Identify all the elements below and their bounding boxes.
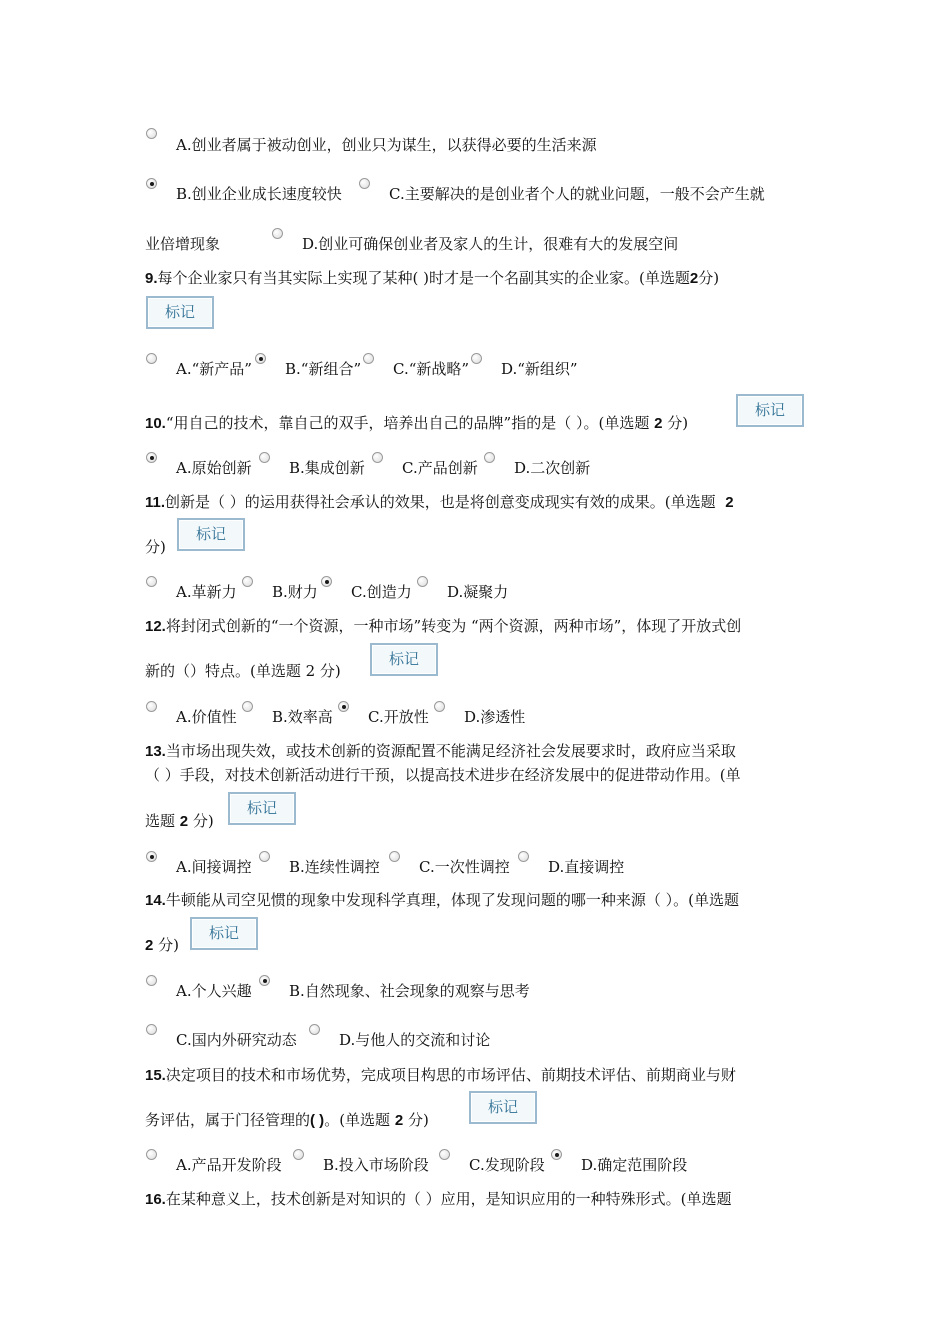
q11-radio-a[interactable] bbox=[146, 576, 157, 587]
q10-option-a: A.原始创新 bbox=[176, 459, 252, 477]
q14-text: 14.牛顿能从司空见惯的现象中发现科学真理，体现了发现问题的哪一种来源（ ）。(单选题 bbox=[145, 891, 739, 909]
q15-radio-c[interactable] bbox=[439, 1149, 450, 1160]
q13-text-line3: 选题 2 分) bbox=[145, 812, 214, 830]
q11-mark-button[interactable]: 标记 bbox=[177, 518, 245, 551]
q14-radio-b[interactable] bbox=[259, 975, 270, 986]
q10-text: 10.“用自己的技术，靠自己的双手，培养出自己的品牌”指的是（ ）。(单选题 2 分) bbox=[145, 414, 689, 432]
q8-option-a: A.创业者属于被动创业，创业只为谋生，以获得必要的生活来源 bbox=[176, 136, 597, 154]
q10-option-d: D.二次创新 bbox=[514, 459, 591, 477]
q12-text: 12.将封闭式创新的“一个资源，一种市场”转变为 “两个资源，两种市场”，体现了开放式创 bbox=[145, 617, 742, 635]
q16-number: 16. bbox=[145, 1191, 166, 1208]
q9-radio-c[interactable] bbox=[363, 353, 374, 364]
q11-text: 11.创新是（ ）的运用获得社会承认的效果，也是将创意变成现实有效的成果。(单选题 2 bbox=[145, 493, 734, 511]
q13-mark-button[interactable]: 标记 bbox=[228, 792, 296, 825]
q13-text-line2: （ ）手段，对技术创新活动进行干预，以提高技术进步在经济发展中的促进带动作用。(单 bbox=[145, 766, 741, 784]
q12-radio-c[interactable] bbox=[338, 701, 349, 712]
q8-radio-d[interactable] bbox=[272, 228, 283, 239]
q14-mark-button[interactable]: 标记 bbox=[190, 917, 258, 950]
q9-option-d: D.“新组织” bbox=[501, 360, 578, 378]
q15-option-d: D.确定范围阶段 bbox=[581, 1156, 688, 1174]
q13-radio-d[interactable] bbox=[518, 851, 529, 862]
q15-radio-d[interactable] bbox=[551, 1149, 562, 1160]
q9-mark-button[interactable]: 标记 bbox=[146, 296, 214, 329]
q11-option-b: B.财力 bbox=[272, 583, 318, 601]
q11-option-d: D.凝聚力 bbox=[447, 583, 509, 601]
q13-option-c: C.一次性调控 bbox=[419, 858, 510, 876]
q13-number: 13. bbox=[145, 743, 166, 760]
q14-text-cont: 2 分) bbox=[145, 936, 179, 954]
q8-option-d: D.创业可确保创业者及家人的生计，很难有大的发展空间 bbox=[302, 235, 679, 253]
q12-option-a: A.价值性 bbox=[176, 708, 237, 726]
q11-option-c: C.创造力 bbox=[351, 583, 412, 601]
q9-radio-d[interactable] bbox=[471, 353, 482, 364]
q10-option-c: C.产品创新 bbox=[402, 459, 478, 477]
q15-option-a: A.产品开发阶段 bbox=[176, 1156, 282, 1174]
q13-option-a: A.间接调控 bbox=[176, 858, 252, 876]
q11-radio-c[interactable] bbox=[321, 576, 332, 587]
q15-text: 15.决定项目的技术和市场优势，完成项目构思的市场评估、前期技术评估、前期商业与财 bbox=[145, 1066, 736, 1084]
q10-number: 10. bbox=[145, 415, 166, 432]
q11-option-a: A.革新力 bbox=[176, 583, 237, 601]
q8-radio-c[interactable] bbox=[359, 178, 370, 189]
q11-text-cont: 分) bbox=[145, 538, 166, 556]
q15-option-b: B.投入市场阶段 bbox=[323, 1156, 429, 1174]
q14-option-a: A.个人兴趣 bbox=[176, 982, 252, 1000]
q12-mark-button[interactable]: 标记 bbox=[370, 643, 438, 676]
q10-radio-d[interactable] bbox=[484, 452, 495, 463]
q15-number: 15. bbox=[145, 1067, 166, 1084]
q8-option-b: B.创业企业成长速度较快 bbox=[176, 185, 342, 203]
q14-radio-d[interactable] bbox=[309, 1024, 320, 1035]
q9-text: 9.每个企业家只有当其实际上实现了某种( )时才是一个名副其实的企业家。(单选题2分) bbox=[145, 269, 720, 287]
q12-option-d: D.渗透性 bbox=[464, 708, 526, 726]
q9-option-a: A.“新产品” bbox=[176, 360, 252, 378]
q13-radio-a[interactable] bbox=[146, 851, 157, 862]
q15-radio-b[interactable] bbox=[293, 1149, 304, 1160]
q8-option-c-cont: 业倍增现象 bbox=[145, 235, 221, 253]
q9-radio-a[interactable] bbox=[146, 353, 157, 364]
q12-radio-b[interactable] bbox=[242, 701, 253, 712]
q10-radio-b[interactable] bbox=[259, 452, 270, 463]
q14-option-d: D.与他人的交流和讨论 bbox=[339, 1031, 491, 1049]
q14-number: 14. bbox=[145, 892, 166, 909]
q9-option-b: B.“新组合” bbox=[285, 360, 362, 378]
q10-option-b: B.集成创新 bbox=[289, 459, 365, 477]
q15-radio-a[interactable] bbox=[146, 1149, 157, 1160]
q11-radio-b[interactable] bbox=[242, 576, 253, 587]
q8-radio-a[interactable] bbox=[146, 128, 157, 139]
q12-radio-d[interactable] bbox=[434, 701, 445, 712]
q14-option-c: C.国内外研究动态 bbox=[176, 1031, 297, 1049]
q12-radio-a[interactable] bbox=[146, 701, 157, 712]
q13-radio-b[interactable] bbox=[259, 851, 270, 862]
q12-option-c: C.开放性 bbox=[368, 708, 429, 726]
q13-option-b: B.连续性调控 bbox=[289, 858, 380, 876]
q10-mark-button[interactable]: 标记 bbox=[736, 394, 804, 427]
q10-radio-a[interactable] bbox=[146, 452, 157, 463]
q15-option-c: C.发现阶段 bbox=[469, 1156, 545, 1174]
q8-radio-b[interactable] bbox=[146, 178, 157, 189]
q9-radio-b[interactable] bbox=[255, 353, 266, 364]
q15-mark-button[interactable]: 标记 bbox=[469, 1091, 537, 1124]
q14-radio-a[interactable] bbox=[146, 975, 157, 986]
q14-option-b: B.自然现象、社会现象的观察与思考 bbox=[289, 982, 530, 1000]
q12-option-b: B.效率高 bbox=[272, 708, 333, 726]
q13-radio-c[interactable] bbox=[389, 851, 400, 862]
q13-text: 13.当市场出现失效，或技术创新的资源配置不能满足经济社会发展要求时，政府应当采取 bbox=[145, 742, 736, 760]
q10-radio-c[interactable] bbox=[372, 452, 383, 463]
q12-text-cont: 新的（）特点。(单选题 2 分) bbox=[145, 662, 341, 680]
q12-number: 12. bbox=[145, 618, 166, 635]
q15-text-cont: 务评估，属于门径管理的( )。(单选题 2 分) bbox=[145, 1111, 429, 1129]
q9-option-c: C.“新战略” bbox=[393, 360, 470, 378]
q16-text: 16.在某种意义上，技术创新是对知识的（ ）应用，是知识应用的一种特殊形式。(单选题 bbox=[145, 1190, 732, 1208]
q9-number: 9. bbox=[145, 270, 158, 287]
q8-option-c: C.主要解决的是创业者个人的就业问题，一般不会产生就 bbox=[389, 185, 765, 203]
q14-radio-c[interactable] bbox=[146, 1024, 157, 1035]
q11-number: 11. bbox=[145, 494, 166, 511]
q13-option-d: D.直接调控 bbox=[548, 858, 625, 876]
q11-radio-d[interactable] bbox=[417, 576, 428, 587]
